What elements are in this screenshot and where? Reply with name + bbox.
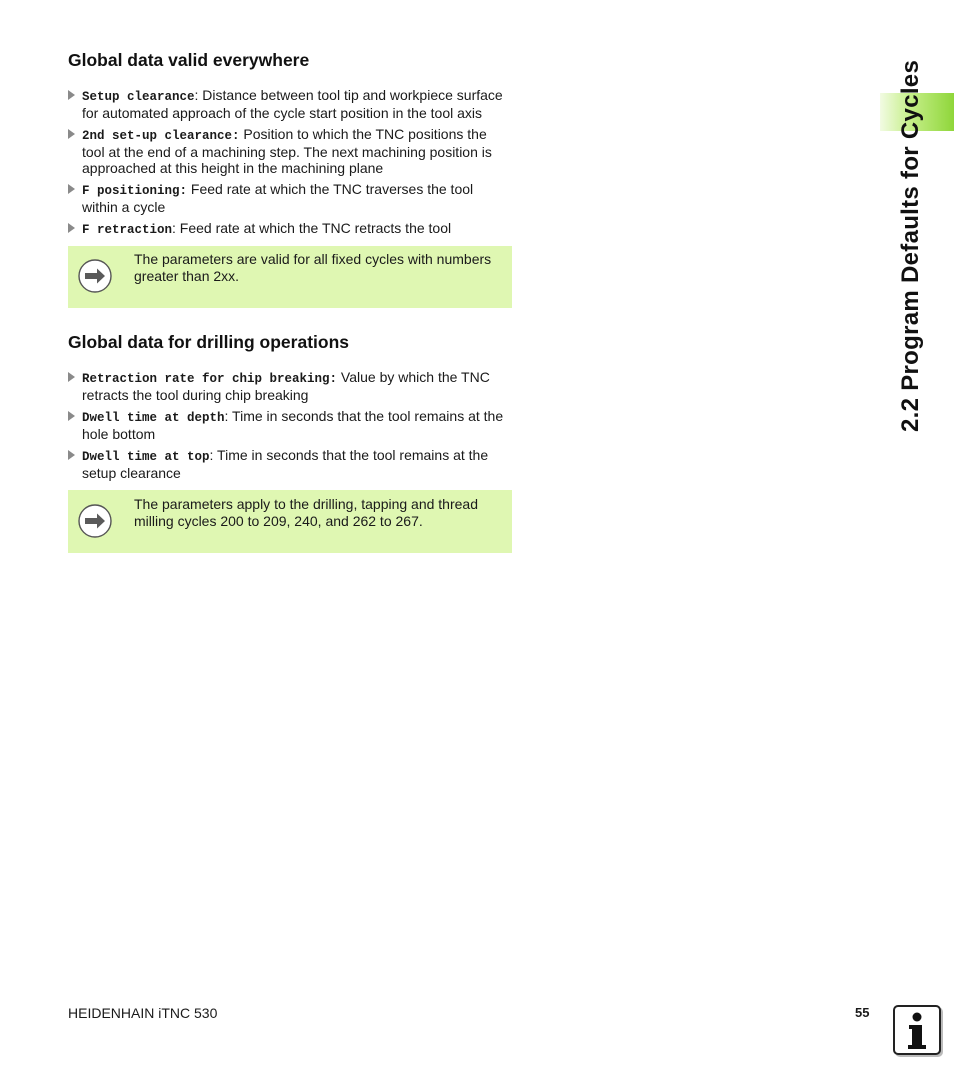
list-item — [68, 447, 512, 481]
parameter-description: : Time in seconds that the tool remains at the hole bottom — [82, 408, 504, 442]
arrow-right-icon — [78, 259, 112, 293]
triangle-bullet-icon — [68, 129, 75, 139]
section-heading: Global data for drilling operations — [68, 332, 349, 352]
parameter-description: : Feed rate at which the TNC retracts the tool — [172, 220, 452, 236]
note-box — [68, 246, 512, 308]
list-item — [68, 87, 512, 121]
page-number: 55 — [855, 1005, 870, 1020]
parameter-description: : Time in seconds that the tool remains at the setup clearance — [82, 447, 489, 481]
triangle-bullet-icon — [68, 372, 75, 382]
chapter-title: 2.2 Program Defaults for Cycles — [897, 59, 924, 432]
section-global-data-everywhere — [68, 50, 512, 71]
parameter-term: 2nd set-up clearance: — [82, 129, 240, 143]
parameter-term: Dwell time at depth — [82, 411, 225, 425]
parameter-list — [68, 87, 512, 243]
info-icon — [893, 1005, 941, 1055]
footer-product: HEIDENHAIN iTNC 530 — [68, 1005, 218, 1021]
parameter-term: Setup clearance — [82, 90, 195, 104]
arrow-right-icon — [78, 504, 112, 538]
note-text: The parameters are valid for all fixed cycles with numbers greater than 2xx. — [134, 251, 492, 284]
triangle-bullet-icon — [68, 450, 75, 460]
section-heading: Global data valid everywhere — [68, 50, 310, 70]
list-item — [68, 408, 512, 442]
parameter-term: Dwell time at top — [82, 450, 210, 464]
triangle-bullet-icon — [68, 184, 75, 194]
list-item — [68, 126, 512, 176]
parameter-term: Retraction rate for chip breaking: — [82, 372, 338, 386]
note-text: The parameters apply to the drilling, tapping and thread milling cycles 200 to 209, 240, and 262 to 267. — [134, 496, 478, 529]
list-item — [68, 181, 512, 215]
list-item — [68, 220, 512, 238]
triangle-bullet-icon — [68, 411, 75, 421]
parameter-description: : Distance between tool tip and workpiece surface for automated approach of the cycle start position in the tool axis — [82, 87, 503, 121]
triangle-bullet-icon — [68, 90, 75, 100]
list-item — [68, 369, 512, 403]
parameter-term: F positioning: — [82, 184, 188, 198]
parameter-description: Value by which the TNC retracts the tool during chip breaking — [82, 369, 490, 403]
triangle-bullet-icon — [68, 223, 75, 233]
section-global-data-drilling — [68, 332, 512, 353]
parameter-term: F retraction — [82, 223, 173, 237]
note-box — [68, 490, 512, 553]
parameter-description: Position to which the TNC positions the tool at the end of a machining step. The next machining position is approached at this height in the machining plane — [82, 126, 492, 176]
parameter-description: Feed rate at which the TNC traverses the tool within a cycle — [82, 181, 474, 215]
parameter-list — [68, 369, 512, 486]
